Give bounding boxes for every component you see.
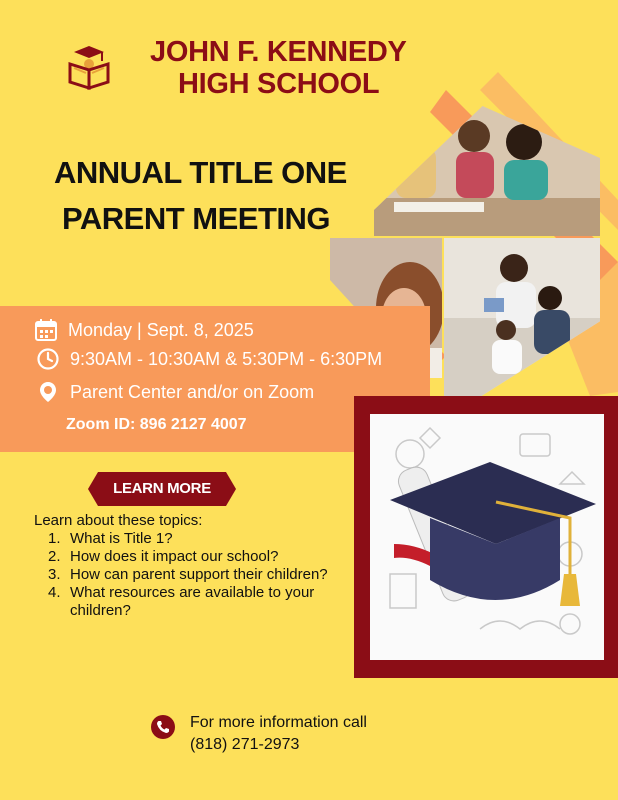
school-name: [150, 36, 407, 100]
clock-icon: [36, 347, 60, 371]
school-name-line1: JOHN F. KENNEDY: [150, 36, 407, 68]
topics-intro: Learn about these topics:: [34, 512, 203, 529]
event-date: Monday | Sept. 8, 2025: [68, 319, 254, 340]
date-row: [34, 318, 254, 342]
list-item-number: 4.: [48, 584, 61, 601]
meeting-title-line1: ANNUAL TITLE ONE: [54, 155, 347, 190]
list-item: [48, 548, 368, 566]
list-item-text: What is Title 1?: [70, 530, 173, 547]
event-location: Parent Center and/or on Zoom: [70, 381, 315, 402]
meeting-title-line2: PARENT MEETING: [62, 201, 330, 236]
list-item: [48, 584, 368, 620]
learn-more-label: LEARN MORE: [113, 480, 211, 497]
list-item-text: How does it impact our school?: [70, 548, 279, 565]
list-item-text: How can parent support their children?: [70, 566, 328, 583]
calendar-icon: [34, 318, 58, 342]
list-item: [48, 530, 368, 548]
list-item-number: 2.: [48, 548, 61, 565]
contact-text: For more information call: [190, 714, 367, 731]
contact-info: [190, 712, 367, 756]
contact-phone[interactable]: (818) 271-2973: [190, 736, 300, 753]
location-row: [36, 380, 314, 404]
list-item-number: 3.: [48, 566, 61, 583]
list-item: [48, 566, 368, 584]
list-item-number: 1.: [48, 530, 61, 547]
event-time: 9:30AM - 10:30AM & 5:30PM - 6:30PM: [70, 348, 383, 369]
school-name-line2: HIGH SCHOOL: [178, 68, 380, 100]
school-logo-icon: [64, 42, 114, 92]
time-row: [36, 347, 382, 371]
phone-icon: [150, 714, 176, 740]
graduation-cap-image: [370, 414, 604, 660]
topics-list: [48, 530, 368, 620]
location-pin-icon: [36, 380, 60, 404]
learn-more-button[interactable]: [88, 472, 236, 506]
meeting-title: [54, 150, 347, 242]
zoom-id: Zoom ID: 896 2127 4007: [66, 416, 247, 433]
list-item-text: What resources are available to your children?: [70, 584, 315, 619]
